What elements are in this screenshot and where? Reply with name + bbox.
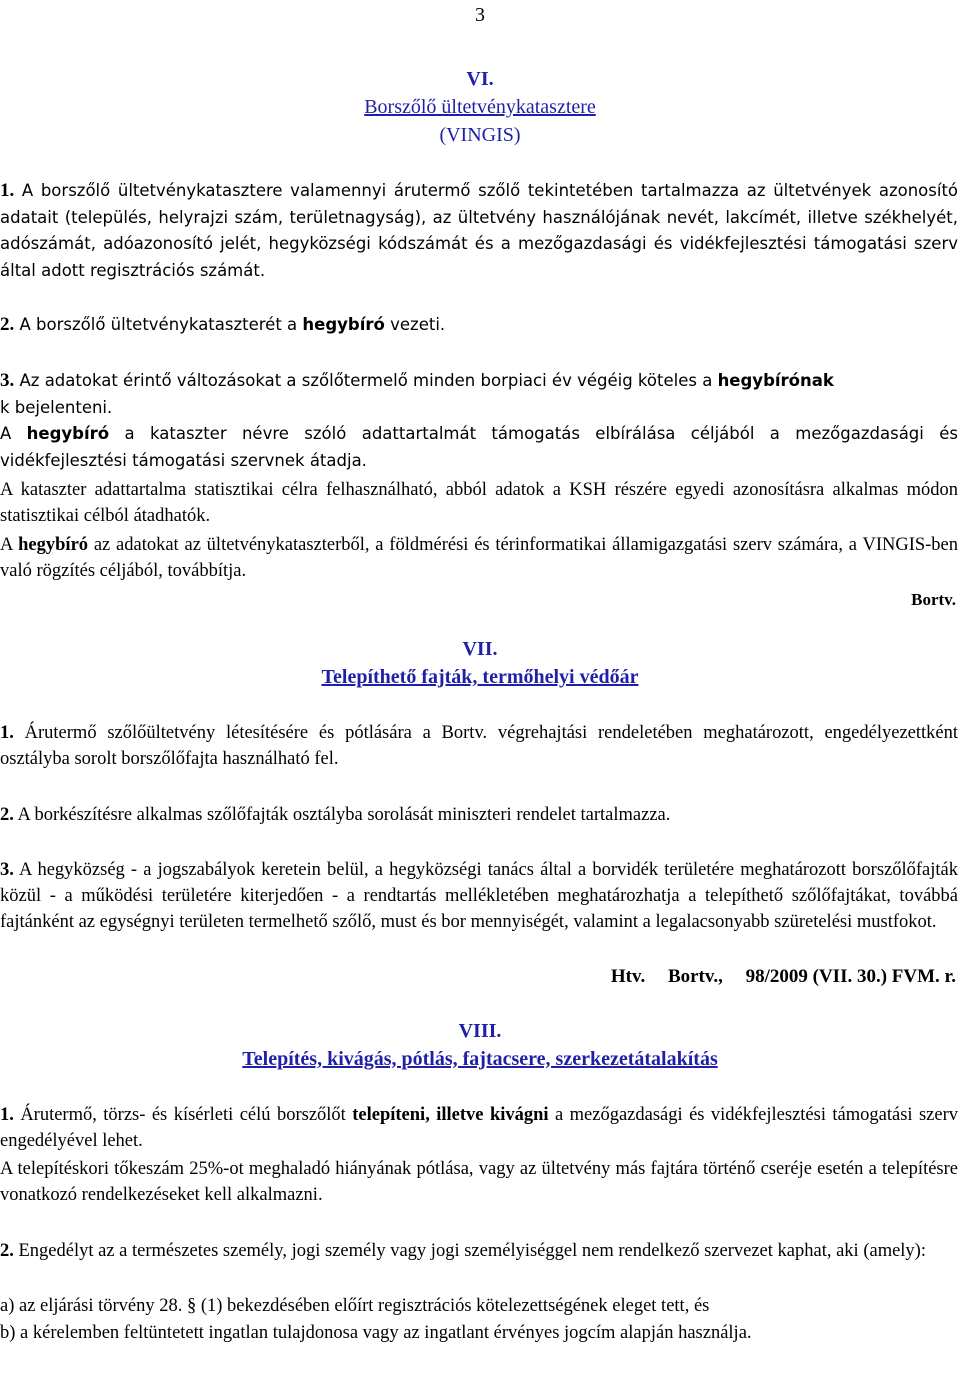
chapter-8-number: VIII. [458,1020,502,1042]
paragraph-number: 2. [0,1241,14,1261]
chapter-6-paragraph-6 [0,532,958,584]
chapter-6-title: Borszőlő ültetvénykatasztere [364,96,596,118]
paragraph-text: k bejelenteni. [0,397,113,417]
chapter-6-reference: Bortv. [911,590,956,609]
paragraph-number: 1. [0,180,15,201]
chapter-6-number: VI. [466,68,494,90]
paragraph-number: 3. [0,860,14,880]
chapter-8-paragraph-2 [0,1156,958,1208]
paragraph-number: 1. [0,723,14,743]
paragraph-number: 2. [0,805,14,825]
paragraph-text: A hegyközség - a jogszabályok keretein belül, a hegyközségi tanács által a borvidék területére meghatározott borszőlőfajták közül - a működési területére kiterjedően - a rendtartás mellékletében meghatározhatja a telepíthető szőlőfajtákat, továbbá fajtánként az egységnyi területen termelhető szőlő, must és bor mennyiségét, valamint a legalacsonyabb szüretelési mustfokot. [0,860,959,932]
paragraph-emphasis: hegybíró [302,315,385,334]
chapter-8-paragraph-3 [0,1238,958,1264]
chapter-7-number: VII. [462,638,498,660]
chapter-8-item-a [0,1293,958,1319]
chapter-6-subtitle: (VINGIS) [439,124,521,146]
paragraph-text: A telepítéskori tőkeszám 25%-ot meghaladó hiányának pótlása, vagy az ültetvény más fajtára történő cseréje esetén a telepítésre vonatkozó rendelkezéseket kell alkalmazni. [0,1159,958,1205]
paragraph-text: Engedélyt az a természetes személy, jogi személy vagy jogi személyiséggel nem rendelkező szervezet kaphat, aki (amely): [18,1241,926,1261]
page-number: 3 [475,4,485,26]
chapter-7-paragraph-2 [0,802,958,828]
chapter-6-paragraph-2 [0,312,958,339]
chapter-7-paragraph-3 [0,857,958,935]
paragraph-number: 1. [0,1105,14,1125]
chapter-7-title: Telepíthető fajták, termőhelyi védőár [321,666,639,688]
paragraph-text: A borszőlő ültetvénykatasztere valamennyi árutermő szőlő tekintetében tartalmazza az ültetvények azonosító adatait (település, helyrajzi szám, területnagyság), az ültetvény használójának nevét, lakcímét, illetve székhelyét, adószámát, adóazonosító jelét, hegyközségi kódszámát és a mezőgazdasági és vidékfejlesztési támogatási szerv által adott regisztrációs számát. [0,181,959,280]
paragraph-text: a mezőgazdasági és vidékfejlesztési támogatási szerv engedélyével lehet. [0,1105,959,1151]
paragraph-emphasis: telepíteni, illetve kivágni [352,1105,549,1125]
reference-htv: Htv. [610,966,646,987]
paragraph-text: A borkészítésre alkalmas szőlőfajták osztályba sorolását miniszteri rendelet tartalmazza. [17,805,671,825]
paragraph-text: Árutermő szőlőültetvény létesítésére és pótlására a Bortv. végrehajtási rendeletében meghatározott, engedélyezettként osztályba sorolt borszőlőfajta használható fel. [0,723,958,769]
chapter-7-references [0,966,960,988]
paragraph-text: Árutermő, törzs- és kísérleti célú borszőlőt [20,1105,346,1125]
list-item: b) a kérelemben feltüntetett ingatlan tulajdonosa vagy az ingatlant érvényes jogcím alapján használja. [0,1323,752,1343]
paragraph-emphasis: hegybíró [18,535,89,555]
reference-bortv: Bortv., [667,966,723,987]
paragraph-text: A [0,424,12,443]
chapter-8-item-b [0,1320,958,1346]
chapter-6-paragraph-3 [0,368,958,474]
paragraph-text: A [0,535,13,555]
paragraph-number: 3. [0,370,15,391]
paragraph-text: a kataszter névre szóló adattartalmát támogatás elbírálása céljából a mezőgazdasági és vidékfejlesztési támogatási szervnek átadja. [0,424,958,470]
chapter-8-title: Telepítés, kivágás, pótlás, fajtacsere, szerkezetátalakítás [242,1048,718,1070]
reference-fvm: 98/2009 (VII. 30.) FVM. r. [745,966,956,987]
list-item: a) az eljárási törvény 28. § (1) bekezdésében előírt regisztrációs kötelezettségének eleget tett, és [0,1296,710,1316]
paragraph-emphasis: hegybíró [26,424,110,443]
chapter-8-paragraph-1 [0,1102,958,1154]
paragraph-text: az adatokat az ültetvénykataszterből, a földmérési és térinformatikai államigazgatási szerv számára, a VINGIS-ben való rögzítés céljából, továbbítja. [0,535,959,581]
chapter-6-paragraph-5 [0,477,958,529]
paragraph-text: A borszőlő ültetvénykataszterét a [19,315,298,334]
paragraph-number: 2. [0,314,15,335]
chapter-7-paragraph-1 [0,720,958,772]
paragraph-text: Az adatokat érintő változásokat a szőlőtermelő minden borpiaci év végéig köteles a [19,371,713,390]
paragraph-emphasis: hegybírónak [717,371,834,390]
paragraph-text: A kataszter adattartalma statisztikai célra felhasználható, abból adatok a KSH részére egyedi azonosításra alkalmas módon statisztikai célból átadhatók. [0,480,958,526]
chapter-6-paragraph-1 [0,178,958,284]
paragraph-text: vezeti. [390,315,446,334]
